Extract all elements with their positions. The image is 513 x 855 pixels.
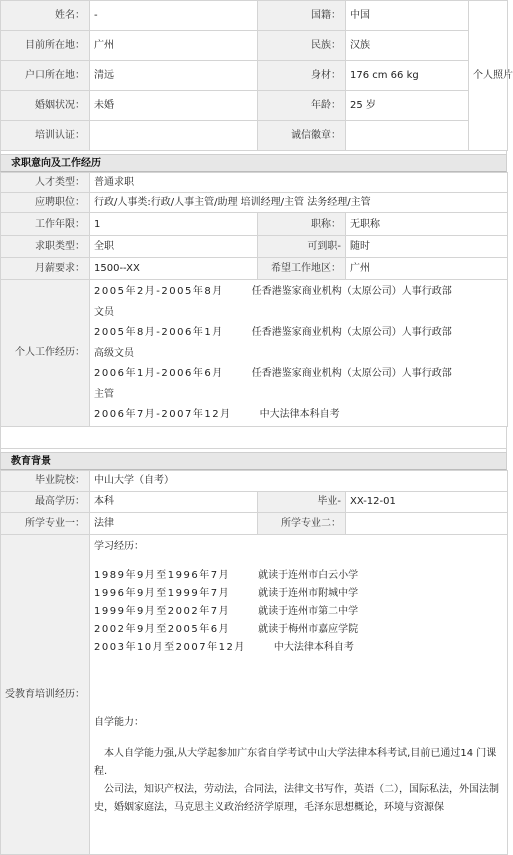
experience-item — [94, 364, 503, 385]
study-period: 1999年9月至2002年7月 — [94, 605, 231, 617]
training-label: 受教育培训经历： — [1, 534, 90, 854]
study-school: 就读于连州市附城中学 — [258, 587, 359, 599]
position-value: 行政/人事类:行政/人事主管/助理 培训经理/主管 法务经理/主管 — [90, 193, 508, 213]
major2-value — [346, 512, 508, 534]
salary-label: 月薪要求： — [1, 258, 90, 280]
study-school: 中大法律本科自考 — [273, 641, 354, 653]
body-label: 身材： — [258, 61, 346, 91]
experience-item — [94, 303, 503, 324]
seek-type-label: 求职类型： — [1, 236, 90, 258]
position-label: 应聘职位： — [1, 193, 90, 213]
title-label: 职称： — [258, 213, 346, 236]
experience-company: 文员 — [94, 306, 114, 318]
study-item — [94, 639, 503, 657]
location-label: 目前所在地： — [1, 31, 90, 61]
experience-item — [94, 323, 503, 344]
grad-value: XX-12-01 — [346, 491, 508, 512]
degree-label: 最高学历： — [1, 491, 90, 512]
experience-list — [90, 280, 508, 427]
years-value: 1 — [90, 213, 258, 236]
study-period: 2003年10月至2007年12月 — [94, 641, 246, 653]
self-study-title: 自学能力： — [94, 716, 144, 728]
job-section-header: 求职意向及工作经历 — [0, 154, 507, 172]
experience-item — [94, 405, 503, 426]
major2-label: 所学专业二： — [258, 512, 346, 534]
study-period: 2002年9月至2005年6月 — [94, 623, 231, 635]
study-item — [94, 585, 503, 603]
study-period: 1989年9月至1996年7月 — [94, 569, 231, 581]
hukou-value: 清远 — [90, 61, 258, 91]
photo-placeholder: 个人照片 — [469, 1, 508, 151]
available-value: 随时 — [346, 236, 508, 258]
seek-type-value: 全职 — [90, 236, 258, 258]
nationality-value: 中国 — [346, 1, 469, 31]
area-label: 希望工作地区： — [258, 258, 346, 280]
ethnicity-value: 汉族 — [346, 31, 469, 61]
study-item — [94, 603, 503, 621]
name-label: 姓名： — [1, 1, 90, 31]
study-period: 1996年9月至1999年7月 — [94, 587, 231, 599]
honesty-label: 诚信徽章： — [258, 121, 346, 151]
training-content — [90, 534, 508, 854]
cert-label: 培训认证： — [1, 121, 90, 151]
study-school: 就读于连州市第二中学 — [258, 605, 359, 617]
education-section-header: 教育背景 — [0, 452, 507, 470]
major1-value: 法律 — [90, 512, 258, 534]
ethnicity-label: 民族： — [258, 31, 346, 61]
job-intention-table — [0, 172, 508, 427]
age-label: 年龄： — [258, 91, 346, 121]
study-item — [94, 621, 503, 639]
marital-label: 婚姻状况： — [1, 91, 90, 121]
honesty-value — [346, 121, 469, 151]
years-label: 工作年限： — [1, 213, 90, 236]
basic-info-table — [0, 0, 513, 151]
courses-paragraph: 公司法，知识产权法，劳动法，合同法，法律文书写作，英语（二），国际私法，外国法制史，婚姻家庭法，马克思主义政治经济学原理，毛泽东思想概论，环境与资源保 — [94, 783, 499, 813]
talent-type-label: 人才类型： — [1, 173, 90, 193]
study-school: 就读于连州市白云小学 — [258, 569, 359, 581]
experience-item — [94, 282, 503, 303]
experience-item — [94, 385, 503, 406]
area-value: 广州 — [346, 258, 508, 280]
experience-company: 任香港鉴家商业机构（太原公司）人事行政部 — [251, 368, 452, 379]
hukou-label: 户口所在地： — [1, 61, 90, 91]
experience-period: 2005年2月-2005年8月 — [94, 286, 224, 297]
experience-item — [94, 344, 503, 365]
experience-period: 2006年1月-2006年6月 — [94, 368, 224, 379]
experience-period: 2006年7月-2007年12月 — [94, 409, 232, 420]
degree-value: 本科 — [90, 491, 258, 512]
major1-label: 所学专业一： — [1, 512, 90, 534]
location-value: 广州 — [90, 31, 258, 61]
experience-company: 任香港鉴家商业机构（太原公司）人事行政部 — [251, 327, 452, 338]
grad-label: 毕业- — [258, 491, 346, 512]
experience-company: 中大法律本科自考 — [259, 409, 340, 420]
nationality-label: 国籍： — [258, 1, 346, 31]
cert-value — [90, 121, 258, 151]
blank-row — [0, 427, 507, 449]
experience-period: 2005年8月-2006年1月 — [94, 327, 224, 338]
experience-company: 高级文员 — [94, 347, 134, 359]
study-school: 就读于梅州市嘉应学院 — [258, 623, 359, 635]
school-value: 中山大学（自考） — [90, 470, 508, 491]
experience-company: 任香港鉴家商业机构（太原公司）人事行政部 — [251, 286, 452, 297]
study-item — [94, 567, 503, 585]
education-table — [0, 470, 508, 855]
name-value: - — [90, 1, 258, 31]
school-label: 毕业院校： — [1, 470, 90, 491]
available-label: 可到职- — [258, 236, 346, 258]
study-title: 学习经历： — [94, 540, 144, 552]
self-study-paragraph: 本人自学能力强,从大学起参加广东省自学考试中山大学法律本科考试,目前已通过14 门课程. — [94, 747, 497, 777]
talent-type-value: 普通求职 — [90, 173, 508, 193]
marital-value: 未婚 — [90, 91, 258, 121]
title-value: 无职称 — [346, 213, 508, 236]
salary-value: 1500--XX — [90, 258, 258, 280]
experience-label: 个人工作经历： — [1, 280, 90, 427]
body-value: 176 cm 66 kg — [346, 61, 469, 91]
age-value: 25 岁 — [346, 91, 469, 121]
experience-company: 主管 — [94, 388, 114, 400]
